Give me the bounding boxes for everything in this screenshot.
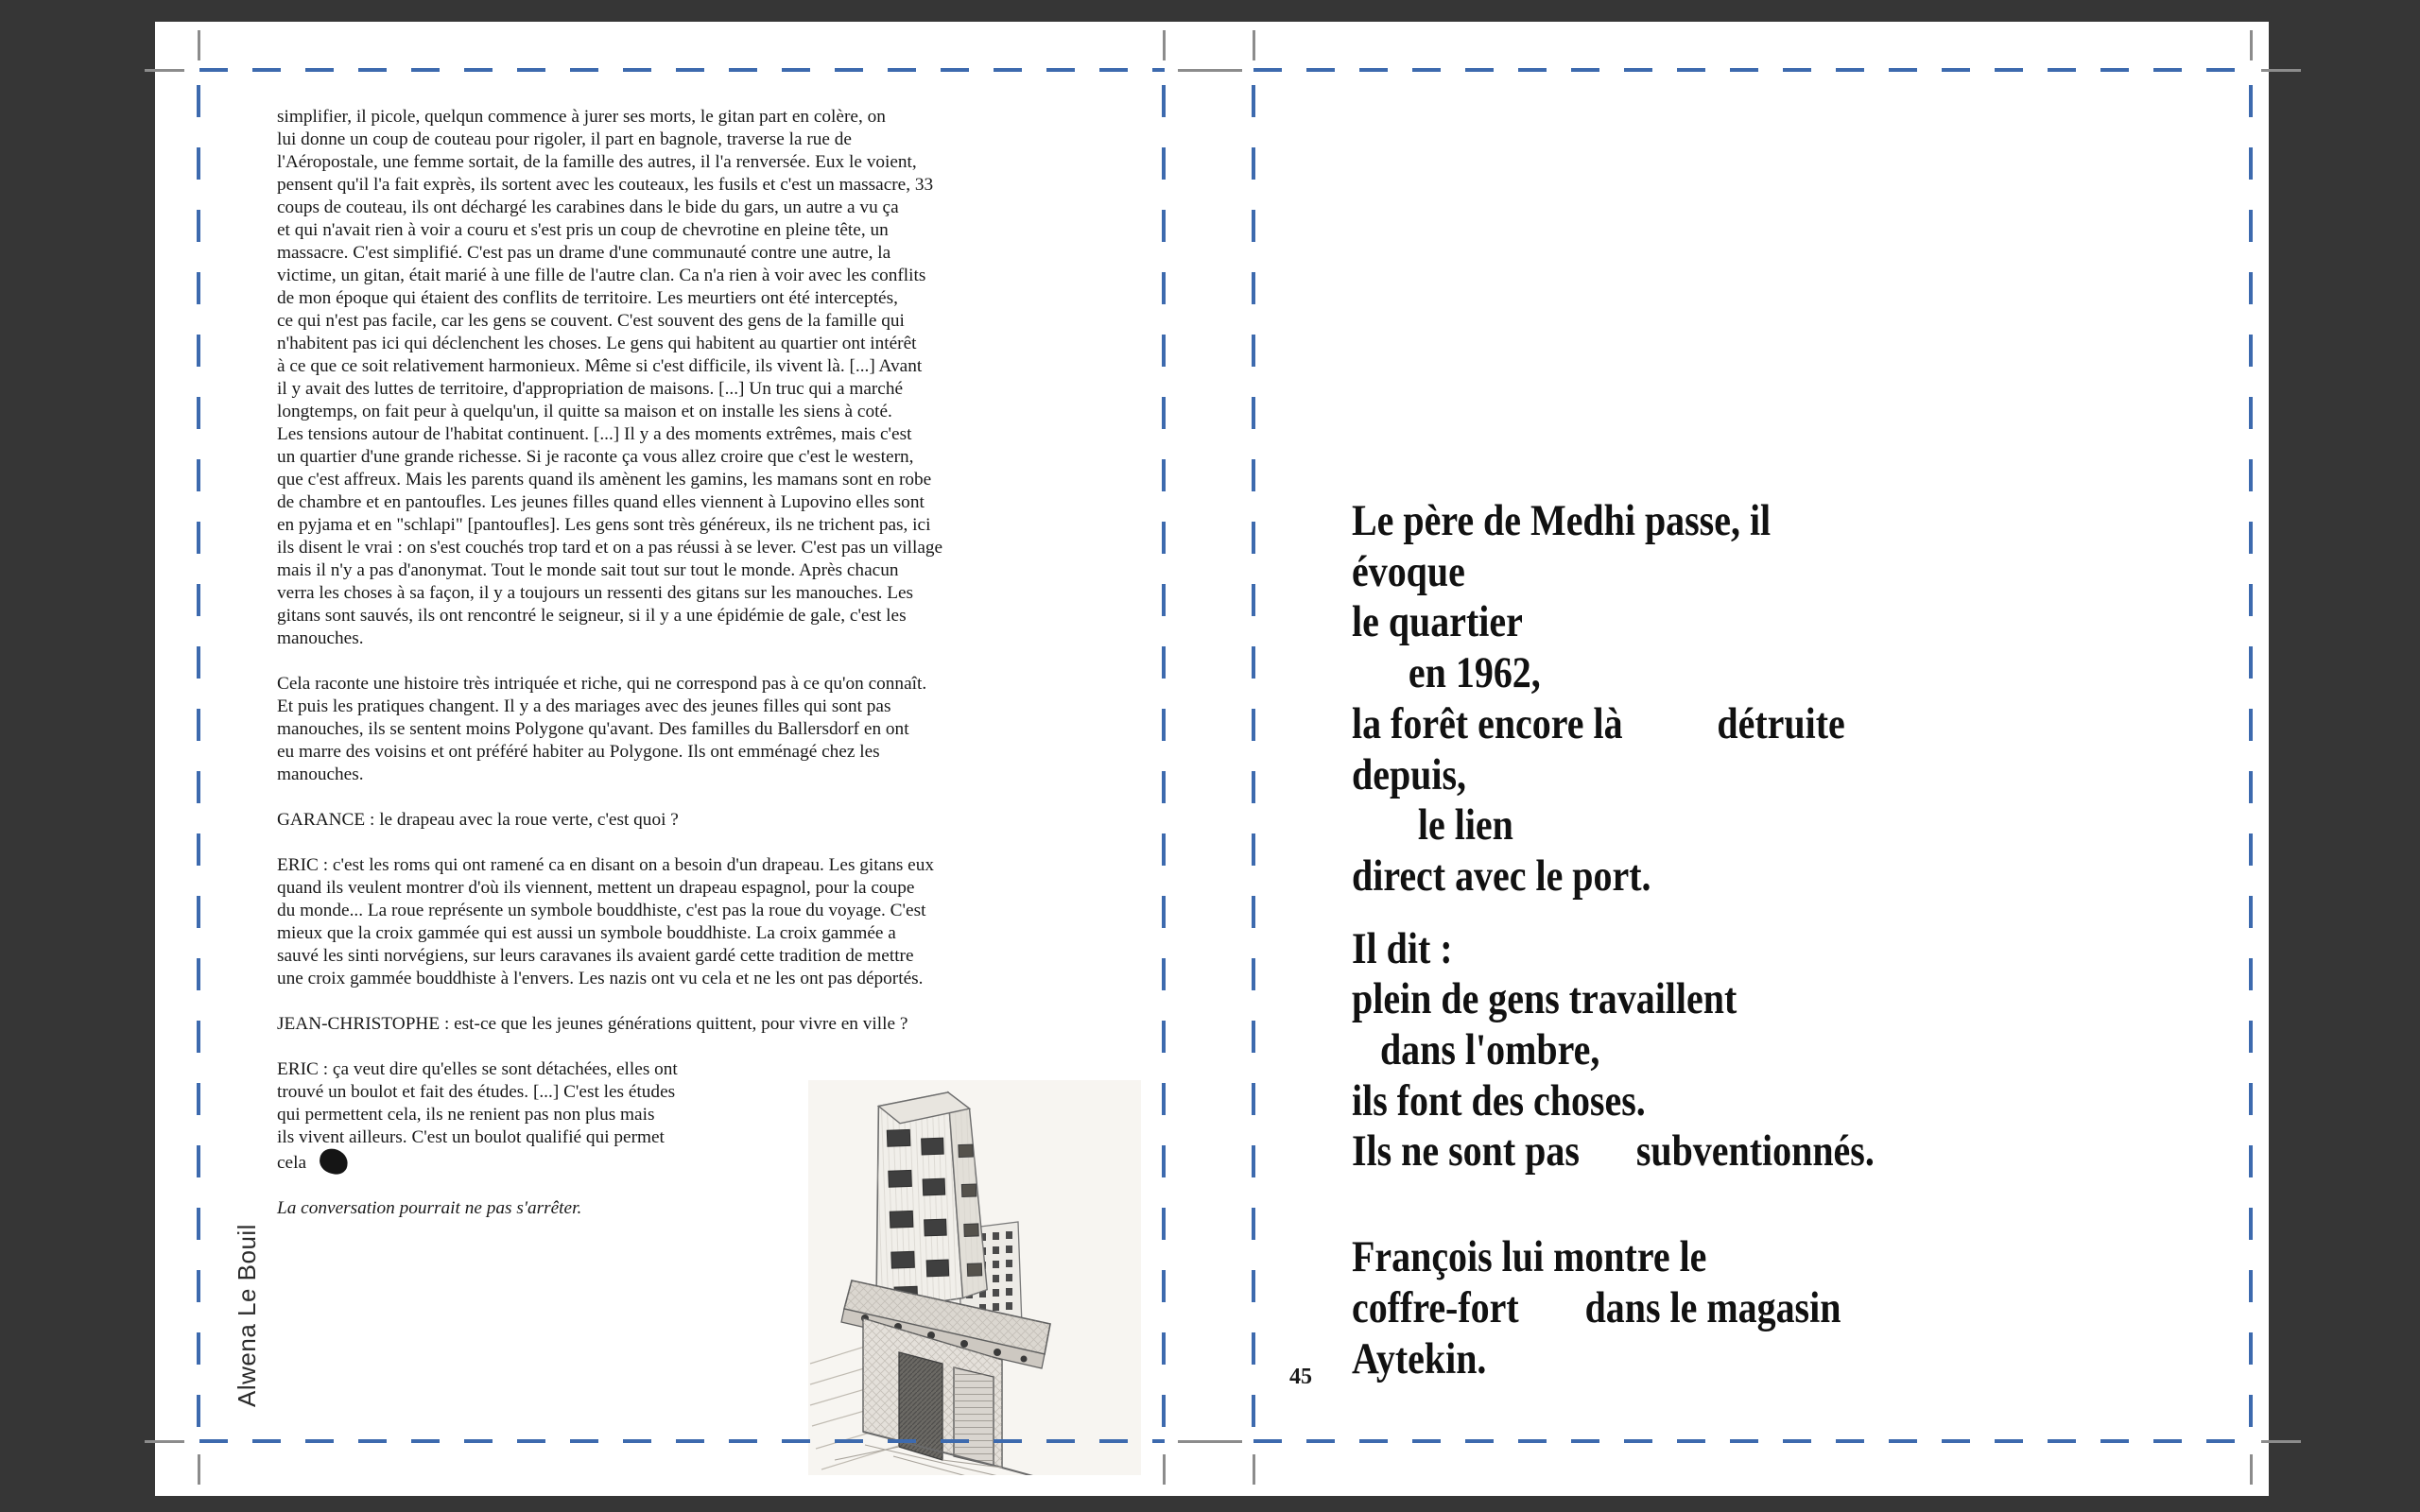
paragraph-2: Cela raconte une histoire très intriquée et riche, qui ne correspond pas à ce qu'on connaît. Et puis les pratiques changent. Il y a des mariages avec des jeunes filles qui sont pas manouches, ils se sentent moins Polygone qu'avant. Des familles du Ballersdorf en ont eu marre des voisins et ont préféré habiter au Polygone. Ils ont emménagé chez les manouches. — [277, 674, 927, 784]
right-page-display-text — [1352, 496, 2420, 1384]
display-block-2: Il dit : plein de gens travaillent dans l'ombre, ils font des choses. Ils ne sont pas subventionnés. — [1352, 923, 1875, 1177]
eric-answer-2-lines: ERIC : ça veut dire qu'elles se sont détachées, elles ont trouvé un boulot et fait des études. [...] C'est les études qui permettent cela, ils ne renient pas non plus mais ils vivent ailleurs. C'est un boulot qualifié qui permet — [277, 1059, 678, 1147]
closing-italic-note-line: La conversation pourrait ne pas s'arrêter. — [277, 1198, 582, 1218]
tower-building — [869, 1091, 988, 1311]
garance-question — [277, 809, 1128, 832]
paragraph-1: simplifier, il picole, quelqun commence à jurer ses morts, le gitan part en colère, on lui donne un coup de couteau pour rigoler, il part en bagnole, traverse la rue de l'Aéropostale, une femme sortait, de la famille des autres, il l'a renversée. Eux le voient, pensent qu'il l'a fait exprès, ils sortent avec les couteaux, les fusils et c'est un massacre, 33 coups de couteau, ils ont déchargé les carabines dans le bide du gars, un autre a vu ça et qui n'avait rien à voir a couru et s'est pris un coup de chevrotine en pleine tête, un massacre. C'est simplifié. C'est pas un drame d'une communauté contre une autre, la victime, un gitan, était marié à une fille de l'autre clan. Ca n'a rien à voir avec les conflits de mon époque qui étaient des conflits de territoire. Les meurtiers ont été interceptés, ce qui n'est pas facile, car les gens se couvent. C'est souvent des gens de la famille qui n'habitent pas ici qui déclenchent les choses. Le gens qui habitent au quartier ont intérêt à ce que ce soit relativement harmonieux. Même si c'est difficile, ils vivent là. [...] Avant il y avait des luttes de territoire, d'appropriation de maisons. [...] Un truc qui a marché longtemps, on fait peur à quelqu'un, il quitte sa maison et on installe les siens à coté. Les tensions autour de l'habitat continuent. [...] Il y a des moments extrêmes, mais c'est un quartier d'une grande richesse. Si je raconte ça vous allez croire que c'est le western, que c'est affreux. Mais les parents quand ils amènent les gamins, les mamans sont en robe de chambre et en pantoufles. Les jeunes filles quand elles viennent à Lupovino elles sont en pyjama et en "schlapi" [pantoufles]. Les gens sont très généreux, ils ne trichent pas, ici ils disent le vrai : on s'est couchés trop tard et on a pas réussi à se lever. C'est pas un village mais il n'y a pas d'anonymat. Tout le monde sait tout sur tout le monde. Après chacun verra les choses à sa façon, il y a toujours un ressenti des gitans sur les manouches. Les gitans sont sauvés, ils ont rencontré le seigneur, si il y a une épidémie de gale, c'est les manouches. — [277, 107, 943, 648]
eric-answer-2-last-word: cela — [277, 1153, 307, 1173]
left-page-text-column — [277, 106, 1128, 1243]
display-block-3: François lui montre le coffre-fort dans le magasin Aytekin. — [1352, 1232, 1841, 1383]
eric-answer-1: ERIC : c'est les roms qui ont ramené ca en disant on a besoin d'un drapeau. Les gitans eux quand ils veulent montrer d'où ils viennent, mettent un drapeau espagnol, pour la coupe du monde... La roue représente un symbole bouddhiste, c'est pas la roue du voyage. C'est mieux que la croix gammée qui est aussi un symbole bouddhiste. La croix gammée a sauvé les sinti norvégiens, sur leurs caravanes ils avaient gardé cette tradition de mettre une croix gammée bouddhiste à l'envers. Les nazis ont vu cela et ne les ont pas déportés. — [277, 855, 935, 988]
page-number: 45 — [1289, 1365, 1312, 1389]
jean-christophe-question-line: JEAN-CHRISTOPHE : est-ce que les jeunes générations quittent, pour vivre en ville ? — [277, 1014, 908, 1034]
building-sketch-drawing — [808, 1080, 1141, 1475]
ink-blot — [318, 1146, 351, 1177]
jean-christophe-question — [277, 1013, 1128, 1036]
garance-question-line: GARANCE : le drapeau avec la roue verte, c'est quoi ? — [277, 810, 679, 830]
author-vertical-label: Alwena Le Bouil — [233, 1224, 261, 1407]
display-block-1: Le père de Medhi passe, il évoque le quartier en 1962, la forêt encore là détruite depuis, le lien direct avec le port. — [1352, 496, 1845, 901]
